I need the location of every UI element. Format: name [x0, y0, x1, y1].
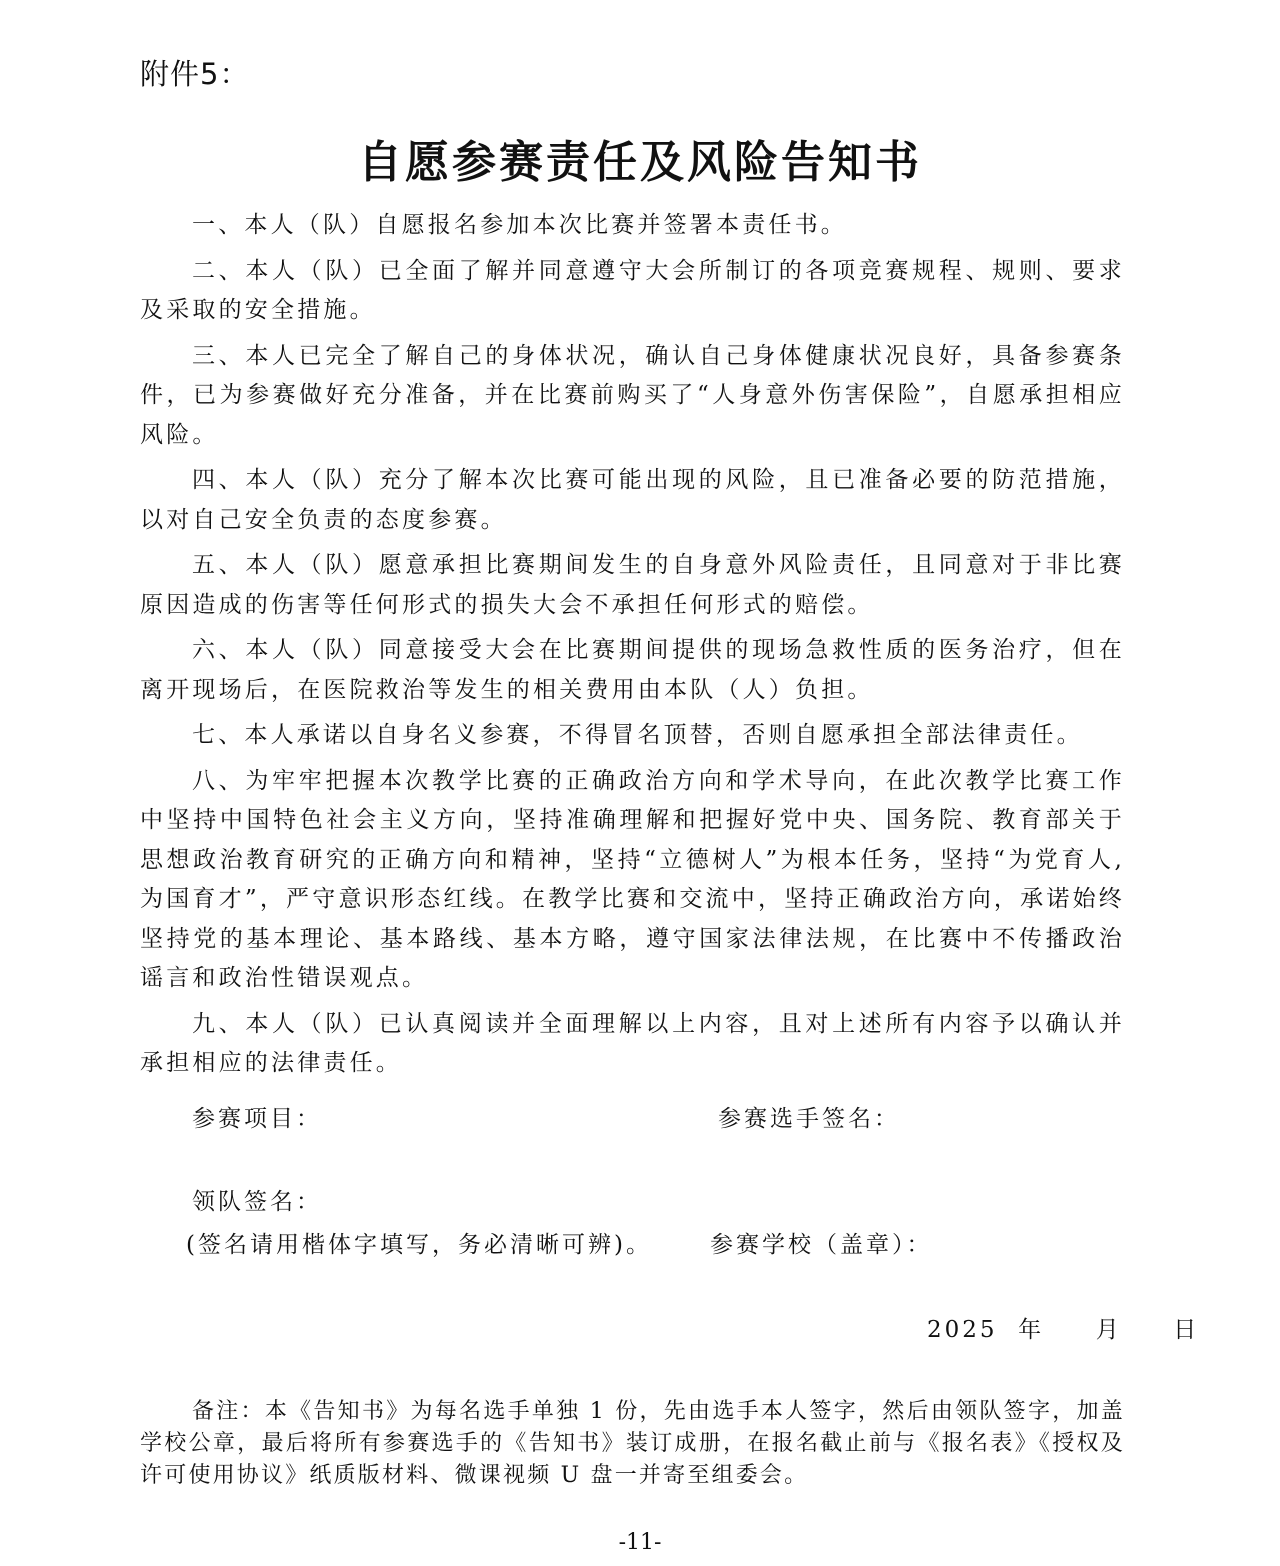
leader-signature-label: 领队签名： — [192, 1189, 322, 1215]
remarks-note — [140, 1396, 1125, 1492]
document-title: 自愿参赛责任及风险告知书 — [358, 137, 922, 188]
clause-7: 七、本人承诺以自身名义参赛，不得冒名顶替，否则自愿承担全部法律责任。 — [192, 722, 1083, 748]
clause-8: 八、为牢牢把握本次教学比赛的正确政治方向和学术导向，在此次教学比赛工作中坚持中国特色社会主义方向，坚持准确理解和把握好党中央、国务院、教育部关于思想政治教育研究的正确方向和精神，坚持“立德树人”为根本任务，坚持“为党育人,为国育才”，严守意识形态红线。在教学比赛和交流中，坚持正确政治方向，承诺始终坚持党的基本理论、基本路线、基本方略，遵守国家法律法规，在比赛中不传播政治谣言和政治性错误观点。 — [140, 767, 1125, 991]
clause-5: 五、本人（队）愿意承担比赛期间发生的自身意外风险责任，且同意对于非比赛原因造成的伤害等任何形式的损失大会不承担任何形式的赔偿。 — [140, 552, 1125, 618]
clause-2: 二、本人（队）已全面了解并同意遵守大会所制订的各项竞赛规程、规则、要求及采取的安全措施。 — [140, 257, 1125, 323]
clause-3: 三、本人已完全了解自己的身体状况，确认自己身体健康状况良好，具备参赛条件，已为参赛做好充分准备，并在比赛前购买了“人身意外伤害保险”，自愿承担相应风险。 — [140, 342, 1125, 448]
event-label: 参赛项目： — [192, 1106, 322, 1132]
attachment-label: 附件5： — [140, 57, 250, 91]
document-body — [140, 206, 1125, 1090]
clause-9: 九、本人（队）已认真阅读并全面理解以上内容，且对上述所有内容予以确认并承担相应的法律责任。 — [140, 1010, 1125, 1076]
clause-6: 六、本人（队）同意接受大会在比赛期间提供的现场急救性质的医务治疗，但在离开现场后，在医院救治等发生的相关费用由本队（人）负担。 — [140, 637, 1125, 703]
clause-1: 一、本人（队）自愿报名参加本次比赛并签署本责任书。 — [192, 212, 847, 238]
remarks-text: 备注：本《告知书》为每名选手单独 1 份，先由选手本人签字，然后由领队签字，加盖学校公章，最后将所有参赛选手的《告知书》装订成册，在报名截止前与《报名表》《授权及许可使用协议》纸质版材料、微课视频 U 盘一并寄至组委会。 — [140, 1399, 1125, 1488]
handwriting-instruction: (签名请用楷体字填写，务必清晰可辨)。 — [186, 1232, 652, 1258]
page-number: -11- — [618, 1530, 662, 1555]
contestant-signature-label: 参赛选手签名： — [718, 1106, 900, 1132]
clause-4: 四、本人（队）充分了解本次比赛可能出现的风险，且已准备必要的防范措施，以对自己安全负责的态度参赛。 — [140, 467, 1125, 533]
school-seal-label: 参赛学校（盖章）： — [710, 1232, 933, 1258]
signing-date: 2025 年 月 日 — [927, 1317, 1200, 1343]
